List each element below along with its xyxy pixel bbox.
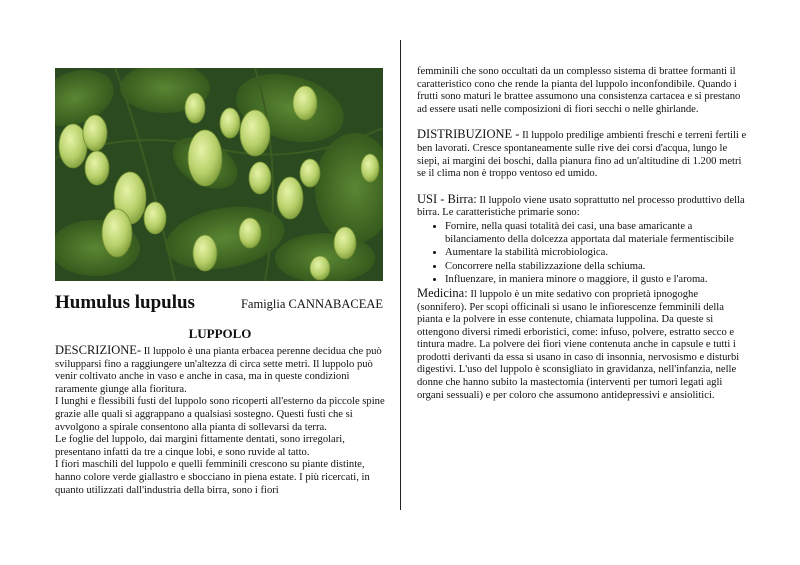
common-name-heading: LUPPOLO	[188, 326, 252, 341]
usi-bullet-item: • Concorrere nella stabilizzazione della schiuma.	[445, 260, 749, 274]
usi-label: USI - Birra:	[417, 191, 477, 206]
column-divider	[400, 40, 401, 510]
descrizione-continuation: femminili che sono occultati da un complesso sistema di brattee formanti il caratteristico cono che rende la pianta del luppolo inconfondibile. Quando i frutti sono maturi le brattee assumono una consistenza cartacea e si prestano ad essere usati nelle composizioni di fiori secchi o nelle ghirlande.	[417, 66, 741, 115]
usi-intro-paragraph	[417, 193, 749, 220]
usi-bullet-item: • Fornire, nella quasi totalità dei casi, una base amaricante a bilanciamento della dolcezza apportata dal materiale fermentiscibile	[445, 220, 749, 246]
left-column	[55, 292, 385, 497]
usi-bullet-list	[417, 220, 749, 287]
descrizione-paragraph-4: I fiori maschili del luppolo e quelli femminili crescono su piante distinte, hanno colore verde giallastro e sbocciano in piena estate. I più ricercati, in quanto utilizzati dall'industria della birra, sono i fiori	[55, 459, 370, 496]
hop-plant-photo	[55, 68, 383, 281]
hop-cones-illustration	[55, 68, 383, 281]
usi-intro: Il luppolo viene usato soprattutto nel processo produttivo della birra. Le caratteristiche primarie sono:	[417, 194, 745, 219]
descrizione-label: DESCRIZIONE-	[55, 343, 142, 357]
distribuzione-label: DISTRIBUZIONE -	[417, 127, 520, 142]
right-column	[417, 66, 749, 402]
distribuzione-section	[417, 128, 749, 180]
title-row	[55, 292, 385, 314]
descrizione-paragraph-3: Le foglie del luppolo, dai margini fittamente dentati, sono irregolari, presentano infatti da tre a cinque lobi, e sono ruvide al tatto.	[55, 434, 345, 458]
descrizione-section	[55, 344, 385, 497]
distribuzione-text: Il luppolo predilige ambienti freschi e terreni fertili e ben lavorati. Cresce spontaneamente sulle rive dei corsi d'acqua, lungo le siepi, ai margini dei boschi, dalla pianura fino ad un'altitudine di 1.200 metri se il clima non è troppo ventoso ed umido.	[417, 130, 747, 180]
descrizione-paragraph-1	[55, 344, 385, 396]
descrizione-paragraph-2: I lunghi e flessibili fusti del luppolo sono ricoperti all'esterno da piccole spine grazie alle quali si aggrappano a qualsiasi sostegno. Questi fusti che si avvolgono a spirale consentono alla pianta di sollevarsi da terra.	[55, 396, 385, 433]
species-name: Humulus lupulus	[55, 292, 195, 313]
family-name: Famiglia CANNABACEAE	[240, 297, 383, 311]
descrizione-text-1: Il luppolo è una pianta erbacea perenne decidua che può svilupparsi fino a raggiungere un'altezza di circa sette metri. Il luppolo può venir coltivato anche in vaso e anche in casa, ma in queste condizioni raramente giunge alla fioritura.	[55, 346, 382, 395]
medicina-label: Medicina:	[417, 285, 468, 300]
usi-bullet-item: • Influenzare, in maniera minore o maggiore, il gusto e l'aroma.	[445, 273, 749, 287]
medicina-paragraph	[417, 287, 749, 402]
usi-bullet-item: • Aumentare la stabilità microbiologica.	[445, 246, 749, 260]
usi-section	[417, 193, 749, 403]
medicina-text: Il luppolo è un mite sedativo con proprietà ipnogoghe (sonnifero). Per scopi officinali si usano le infiorescenze femminili della pianta e la polvere in esse contenute, chiamata luppolina. Da queste si ottengono diversi rimedi erboristici, come: infuso, polvere, estratto secco e tintura madre. La polvere dei fiori viene contenuta anche in capsule e tutti i prodotti derivanti da essa si usano in caso di insonnia, nervosismo e disturbi digestivi. L'uso del luppolo è sconsigliato in gravidanza, nell'infanzia, nelle donne che hanno subito la mastectomia (interventi per tumori legati agli organi sessuali) e per coloro che assumono antidepressivi e ansiolitici.	[417, 288, 740, 401]
